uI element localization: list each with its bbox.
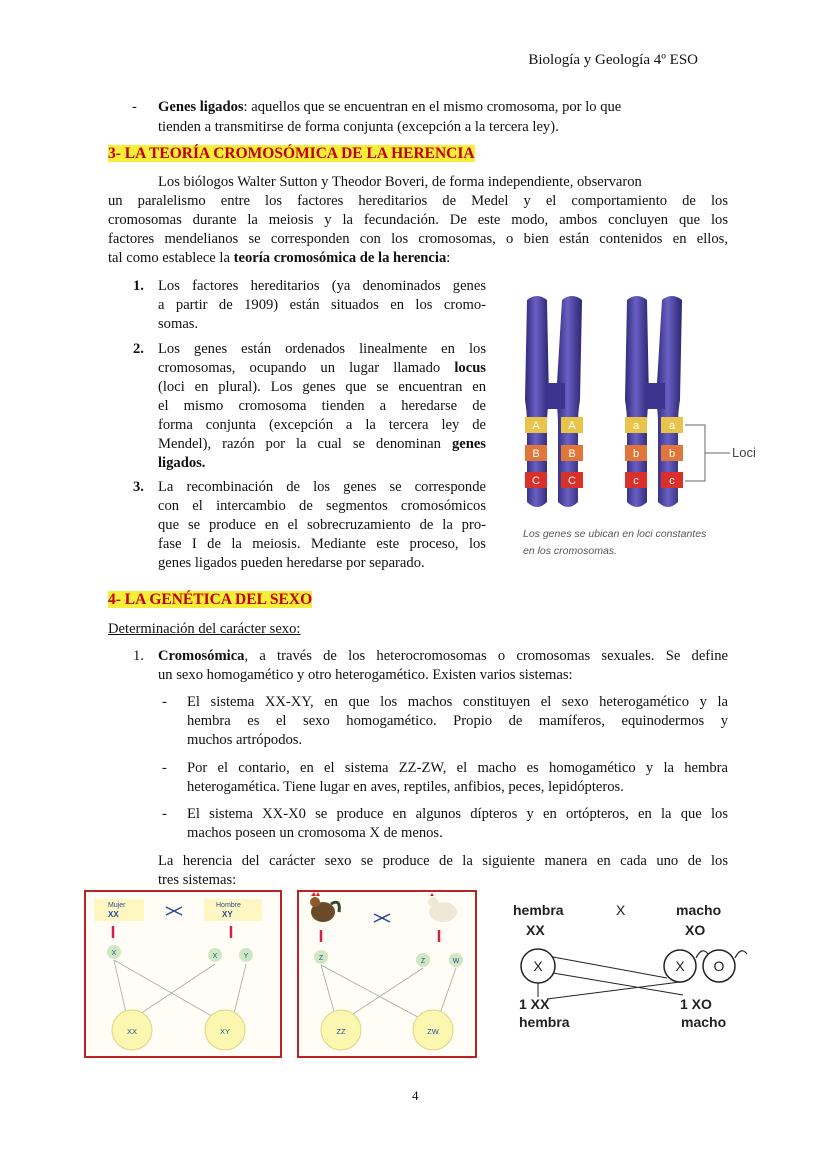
item1-line2: a partir de 1909) están situados en los cromo- bbox=[158, 297, 486, 313]
item3-line5: genes ligados pueden heredarse por separado. bbox=[158, 555, 425, 571]
gene-label-C2: C bbox=[568, 475, 576, 487]
item-num: 1. bbox=[133, 648, 144, 664]
gene-label-A2: A bbox=[568, 420, 576, 432]
item1-line1: Los factores hereditarios (ya denominados genes bbox=[158, 278, 486, 294]
item2-line3: (loci en plural). Los genes que se encuentran en bbox=[158, 379, 486, 395]
macho-label: macho bbox=[676, 902, 722, 918]
result-xx: 1 XX bbox=[519, 996, 550, 1012]
item3-line1: La recombinación de los genes se corresponde bbox=[158, 479, 486, 495]
loci-label: Loci bbox=[732, 445, 756, 460]
gamete-o-macho: O bbox=[713, 958, 725, 974]
gene-label-b2: b bbox=[668, 448, 676, 460]
parent-xx: XX bbox=[526, 922, 545, 938]
offspring-zz: ZZ bbox=[336, 1027, 346, 1036]
b1-line3: muchos artrópodos. bbox=[187, 732, 303, 748]
parent-xo: XO bbox=[685, 922, 706, 938]
loci-bracket bbox=[685, 425, 730, 481]
para-line-1: Los biólogos Walter Sutton y Theodor Boveri, de forma independiente, observaron bbox=[158, 174, 642, 190]
xx-xy-diagram bbox=[84, 890, 282, 1058]
para-line-4: factores mendelianos se corresponden con los cromosomas, o bien están contenidos en ellos, bbox=[108, 231, 728, 247]
chromosome-figure bbox=[505, 285, 765, 575]
para-line-3: cromosomas durante la meiosis y la fecundación. De este modo, ambos concluyen que los bbox=[108, 212, 728, 228]
subsection-title: Determinación del carácter sexo: bbox=[108, 621, 301, 637]
offspring-xx: XX bbox=[126, 1027, 138, 1036]
closing-line2: tres sistemas: bbox=[158, 872, 237, 888]
result-hembra: hembra bbox=[519, 1014, 570, 1030]
closing-line1: La herencia del carácter sexo se produce de la siguiente manera en cada uno de los bbox=[158, 853, 728, 869]
list-num-1: 1. bbox=[133, 278, 144, 294]
bullet-dash: - bbox=[132, 99, 137, 115]
dash-3: - bbox=[162, 806, 167, 822]
parent-xy: XY bbox=[222, 910, 233, 919]
hombre-label: Hombre bbox=[216, 902, 241, 909]
gamete-x-hembra: X bbox=[533, 958, 543, 974]
gene-label-c2: c bbox=[669, 475, 675, 487]
item2-line1: Los genes están ordenados linealmente en los bbox=[158, 341, 486, 357]
offspring-xy: XY bbox=[219, 1027, 231, 1036]
b1-line1: El sistema XX-XY, en que los machos constituyen el sexo heterogamético y la bbox=[187, 694, 728, 710]
gene-label-C1: C bbox=[532, 475, 540, 487]
gamete-z2: Z bbox=[420, 958, 426, 965]
page-header: Biología y Geología 4º ESO bbox=[528, 52, 698, 68]
gamete-y: Y bbox=[243, 953, 249, 960]
section-4-title: 4- LA GENÉTICA DEL SEXO bbox=[108, 591, 313, 608]
gamete-x1: X bbox=[111, 950, 117, 957]
b2-line1: Por el contario, en el sistema ZZ-ZW, el macho es homogamético y la hembra bbox=[187, 760, 728, 776]
gene-label-B1: B bbox=[532, 448, 540, 460]
cross-x: X bbox=[616, 902, 626, 918]
genes-ligados-line2: tienden a transmitirse de forma conjunta (excepción a la tercera ley). bbox=[158, 119, 559, 135]
b2-line2: heterogamética. Tiene lugar en aves, reptiles, anfibios, peces, lepidópteros. bbox=[187, 779, 624, 795]
b3-line2: machos poseen un cromosoma X de menos. bbox=[187, 825, 443, 841]
gamete-x2: X bbox=[212, 953, 218, 960]
gamete-w: W bbox=[452, 958, 460, 965]
mujer-label: Mujer bbox=[108, 902, 126, 909]
item2-line6: Mendel), razón por la cual se denominan genes bbox=[158, 436, 486, 452]
item2-line2: cromosomas, ocupando un lugar llamado locus bbox=[158, 360, 486, 376]
gamete-z1: Z bbox=[318, 955, 324, 962]
result-xo: 1 XO bbox=[680, 996, 712, 1012]
gene-label-b1: b bbox=[632, 448, 640, 460]
para-line-2: un paralelismo entre los factores hereditarios de Medel y el comportamiento de los bbox=[108, 193, 728, 209]
item2-line4: el mismo cromosoma tienden a heredarse de bbox=[158, 398, 486, 414]
b3-line1: El sistema XX-X0 se produce en algunos dípteros y en ortópteros, en la que los bbox=[187, 806, 728, 822]
b1-line2: hembra es el sexo homogamético. Propio de mamíferos, equinodermos y bbox=[187, 713, 728, 729]
list-num-2: 2. bbox=[133, 341, 144, 357]
gamete-x-macho: X bbox=[675, 958, 685, 974]
gene-label-a2: a bbox=[668, 420, 676, 432]
item3-line4: fase I de la meiosis. Mediante este proceso, los bbox=[158, 536, 486, 552]
cromosomica-line2: un sexo homogamético y otro heterogamético. Existen varios sistemas: bbox=[158, 667, 573, 683]
gene-label-c1: c bbox=[633, 475, 639, 487]
figure-caption-2: en los cromosomas. bbox=[523, 545, 617, 557]
cromosomica-line1: Cromosómica, a través de los heterocromosomas o cromosomas sexuales. Se define bbox=[158, 648, 728, 664]
zz-zw-diagram bbox=[297, 890, 477, 1058]
item2-line5: forma conjunta (excepción a la tercera ley de bbox=[158, 417, 486, 433]
item3-line2: con el intercambio de segmentos cromosómicos bbox=[158, 498, 486, 514]
section-3-title: 3- LA TEORÍA CROMOSÓMICA DE LA HERENCIA bbox=[108, 145, 475, 162]
figure-caption-1: Los genes se ubican en loci constantes bbox=[523, 528, 707, 540]
para-line-5: tal como establece la teoría cromosómica de la herencia: bbox=[108, 250, 451, 266]
list-num-3: 3. bbox=[133, 479, 144, 495]
hembra-label: hembra bbox=[513, 902, 564, 918]
gene-label-a1: a bbox=[632, 420, 640, 432]
page-number: 4 bbox=[412, 1088, 419, 1103]
item2-line7: ligados. bbox=[158, 455, 206, 471]
item3-line3: que se produce en el sobrecruzamiento de la pro- bbox=[158, 517, 486, 533]
item1-line3: somas. bbox=[158, 316, 199, 332]
genes-ligados-line1: Genes ligados: aquellos que se encuentran en el mismo cromosoma, por lo que bbox=[158, 99, 622, 115]
result-macho: macho bbox=[681, 1014, 727, 1030]
parent-xx: XX bbox=[108, 910, 119, 919]
offspring-zw: ZW bbox=[427, 1027, 439, 1036]
gene-label-B2: B bbox=[568, 448, 576, 460]
dash-2: - bbox=[162, 760, 167, 776]
cross-lines bbox=[538, 957, 683, 999]
gene-label-A1: A bbox=[532, 420, 540, 432]
xx-xo-diagram bbox=[505, 895, 755, 1045]
dash-1: - bbox=[162, 694, 167, 710]
